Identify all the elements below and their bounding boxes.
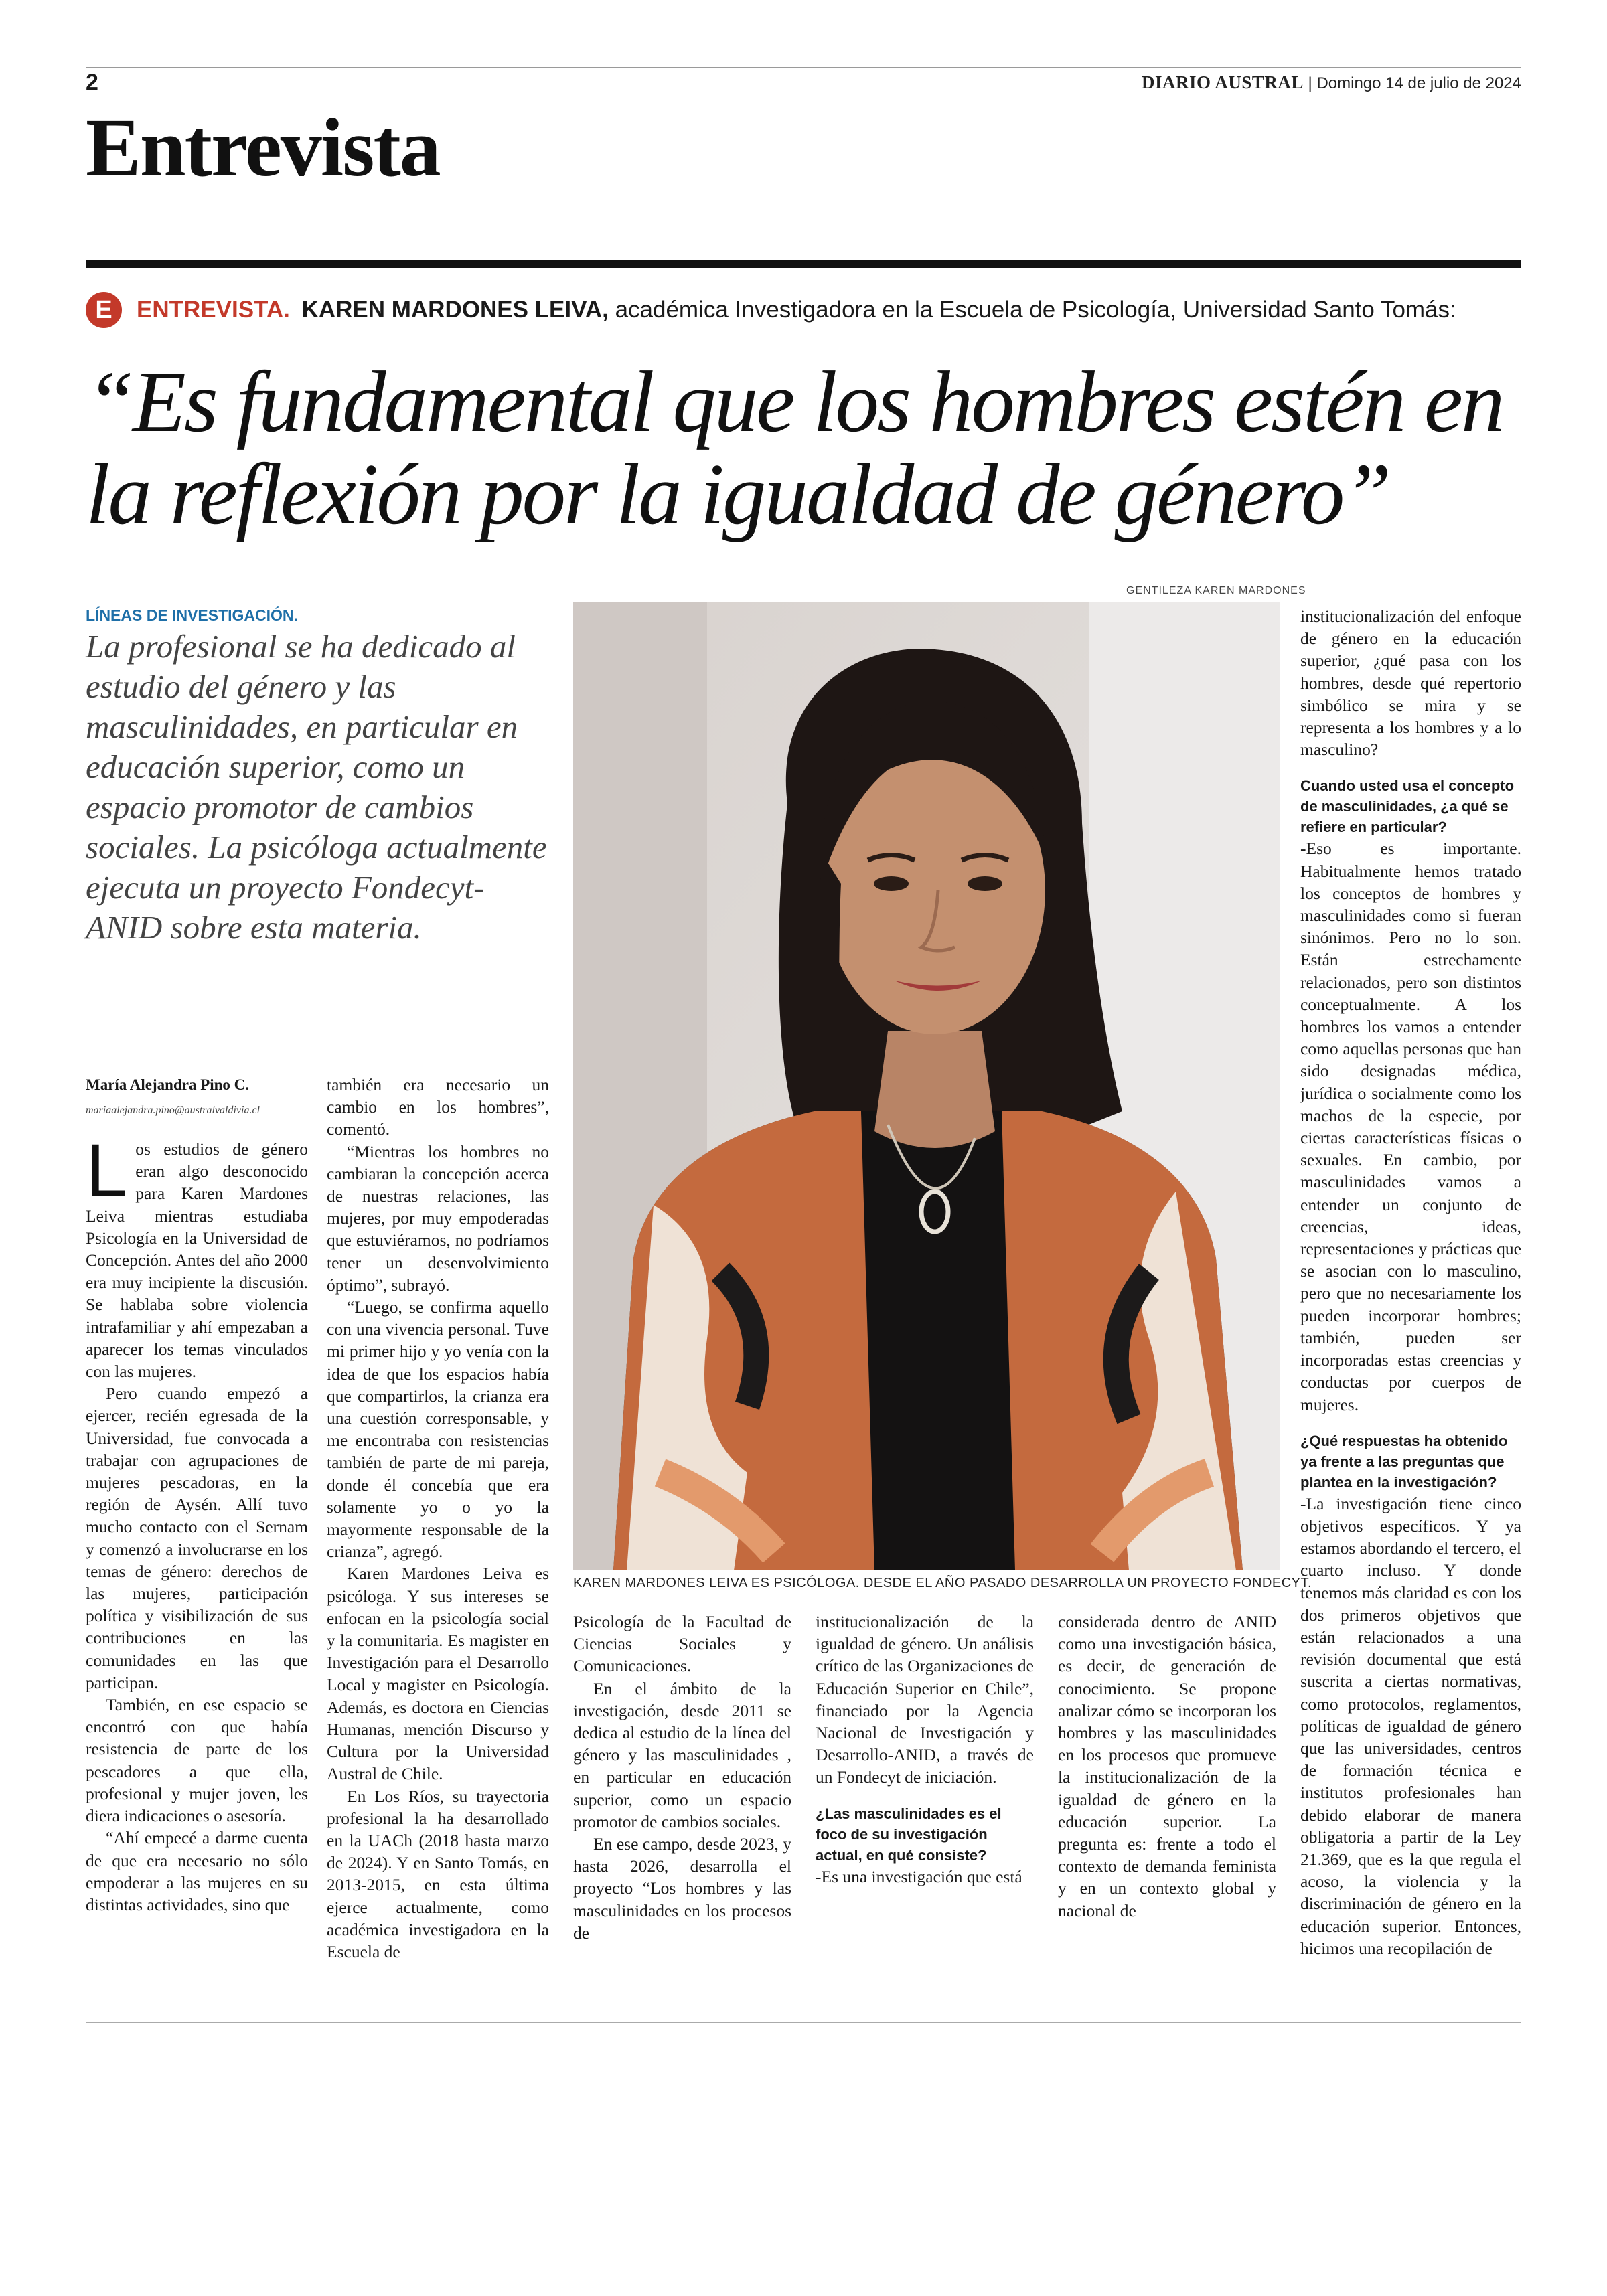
photo-credit: GENTILEZA KAREN MARDONES [1126, 585, 1306, 596]
section-title: Entrevista [86, 102, 440, 193]
byline-email: mariaalejandra.pino@australvaldivia.cl [86, 1104, 260, 1116]
body-paragraph: Karen Mardones Leiva es psicóloga. Y sus intereses se enfocan en la psicología social y la comunitaria. Es magister en Investigación para el Desarrollo Local y magister en Psicología. Además, es doctora en Ciencias Humanas, mención Discurso y Cultura por la Universidad Austral de Chile. [327, 1564, 549, 1784]
kicker [137, 292, 1456, 328]
body-column-2 [327, 1074, 549, 1963]
masthead-divider: | [1308, 74, 1317, 92]
body-paragraph: En ese campo, desde 2023, y hasta 2026, desarrolla el proyecto “Los hombres y las masculinidades en los procesos de [573, 1834, 791, 1943]
drop-cap: L [86, 1129, 128, 1212]
body-paragraph: En el ámbito de la investigación, desde 2011 se dedica al estudio de la línea del género y las masculinidades , en particular en educación superior, como un espacio promotor de cambios sociales. [573, 1678, 791, 1831]
body-paragraph: Pero cuando empezó a ejercer, recién egresada de la Universidad, fue convocada a trabajar con agrupaciones de mujeres pescadoras, en la región de Aysén. Allí tuvo mucho contacto con el Sernam y comenzó a involucrarse en los temas de género: derechos de las mujeres, participación política y visibilización de sus contribuciones en las comunidades en las que participan. [86, 1384, 308, 1692]
interview-question: Cuando usted usa el concepto de masculinidades, ¿a qué se refiere en particular? [1300, 777, 1515, 836]
body-column-4 [816, 1611, 1034, 1888]
body-paragraph: “Mientras los hombres no cambiaran la concepción acerca de nuestras relaciones, las mujeres, por muy empoderadas que estuviéramos, no podríamos tener un desenvolvimiento óptimo”, subrayó. [327, 1141, 549, 1295]
interviewee-role: académica Investigadora en la Escuela de Psicología, Universidad Santo Tomás: [615, 297, 1456, 323]
interview-answer: -Es una investigación que está [816, 1866, 1022, 1886]
body-column-1 [86, 1129, 308, 1916]
section-badge-icon: E [86, 292, 122, 328]
portrait-photo [573, 602, 1280, 1570]
portrait-illustration [573, 602, 1280, 1570]
body-column-5 [1058, 1611, 1276, 1922]
interview-question: ¿Las masculinidades es el foco de su investigación actual, en qué consiste? [816, 1805, 1002, 1864]
interview-answer: -Eso es importante. Habitualmente hemos tratado los conceptos de hombres y masculinidades como si fueran sinónimos. Pero no lo son. Están estrechamente relacionados, pero son distintos conceptualmente. A los hombres los vamos a entender como aquellas personas que han sido designadas médica, jurídica o socialmente como los machos de la especie, por ciertas características físicas o sexuales. En cambio, por masculinidades vamos a entender un conjunto de creencias, ideas, representaciones y prácticas que se asocian con lo masculino, pero que no necesariamente los pueden incorporar hombres; también, pueden ser incorporadas estas creencias y conductas por cuerpos de mujeres. [1300, 839, 1521, 1414]
photo-caption: KAREN MARDONES LEIVA ES PSICÓLOGA. DESDE EL AÑO PASADO DESARROLLA UN PROYECTO FONDECYT. [573, 1576, 1312, 1590]
section-rule [86, 260, 1521, 268]
header-rule [86, 67, 1521, 68]
body-paragraph: institucionalización de la igualdad de género. Un análisis crítico de las Organizaciones de Educación Superior en Chile”, financiado por la Agencia Nacional de Investigación y Desarrollo-ANID, a través de un Fondecyt de iniciación. [816, 1612, 1034, 1787]
body-paragraph: considerada dentro de ANID como una investigación básica, es decir, de generación de conocimiento. Se propone analizar cómo se incorporan los hombres y las masculinidades en los procesos que promueve la institucionalización de la igualdad de género en la educación superior. La pregunta es: frente a todo el contexto de demanda feminista y en un contexto global y nacional de [1058, 1612, 1276, 1920]
body-paragraph: Psicología de la Facultad de Ciencias Sociales y Comunicaciones. [573, 1612, 791, 1676]
lede-text: La profesional se ha dedicado al estudio del género y las masculinidades, en particular en educación superior, como un espacio promotor de cambios sociales. La psicóloga actualmente ejecuta un proyecto Fondecyt-ANID sobre esta materia. [86, 628, 547, 946]
masthead [1142, 72, 1521, 93]
paragraph-text: os estudios de género eran algo desconocido para Karen Mardones Leiva mientras estudiaba Psicología en la Universidad de Concepción. Antes del año 2000 era muy incipiente la discusión. Se hablaba sobre violencia intrafamiliar y ahí empezaban a aparecer los temas vinculados con las mujeres. [86, 1139, 308, 1382]
newspaper-name: DIARIO AUSTRAL [1142, 72, 1304, 92]
byline-author: María Alejandra Pino C. [86, 1076, 250, 1093]
headline: “Es fundamental que los hombres estén en la reflexión por la igualdad de género” [86, 353, 1503, 543]
interview-question: ¿Qué respuestas ha obtenido ya frente a las preguntas que plantea en la investigación? [1300, 1432, 1508, 1491]
lede-label: LÍNEAS DE INVESTIGACIÓN. [86, 606, 298, 624]
body-paragraph [86, 1129, 308, 1382]
page-number: 2 [86, 70, 98, 95]
body-column-3 [573, 1611, 791, 1944]
body-paragraph: En Los Ríos, su trayectoria profesional la ha desarrollado en la UACh (2018 hasta marzo de 2024). Y en Santo Tomás, en 2013-2015, en esta última ejerce actualmente, como académica investigadora en la Escuela de [327, 1786, 549, 1961]
body-paragraph: también era necesario un cambio en los hombres”, comentó. [327, 1075, 549, 1139]
body-column-6 [1300, 605, 1521, 1959]
issue-date: Domingo 14 de julio de 2024 [1316, 74, 1521, 92]
body-paragraph: También, en ese espacio se encontró con que había resistencia de parte de los pescadores a que ella, profesional y mujer joven, les diera indicaciones o asesoría. [86, 1695, 308, 1826]
footer-rule [86, 2022, 1521, 2023]
interview-answer: -La investigación tiene cinco objetivos específicos. Y ya estamos abordando el tercero, el cuarto incluso. Y donde tenemos más claridad es con los dos primeros objetivos que están relacionados a una revisión documental que está suscrita a ciertas normativas, como protocolos, reglamentos, políticas de igualdad de género que las universidades, centros de formación técnica e institutos profesionales han debido elaborar de manera obligatoria a partir de la Ley 21.369, que es la que regula el acoso, la violencia y la discriminación de género en la educación superior. Entonces, hicimos una recopilación de [1300, 1493, 1521, 1958]
body-paragraph: institucionalización del enfoque de género en la educación superior, ¿qué pasa con los hombres, desde qué repertorio simbólico se mira y se representa a los hombres y a lo masculino? [1300, 606, 1521, 760]
body-paragraph: “Ahí empecé a darme cuenta de que era necesario no sólo empoderar a las mujeres en su distintas actividades, sino que [86, 1828, 308, 1914]
body-paragraph: “Luego, se confirma aquello con una vivencia personal. Tuve mi primer hijo y yo venía con la idea de que los espacios había que compartirlos, la crianza era una cuestión corresponsable, y me encontraba con resistencias también de parte de mi pareja, donde él concebía que era solamente yo o yo la mayormente responsable de la crianza”, agregó. [327, 1297, 549, 1562]
kicker-label: ENTREVISTA. [137, 297, 290, 323]
interviewee-name: KAREN MARDONES LEIVA, [301, 297, 609, 323]
